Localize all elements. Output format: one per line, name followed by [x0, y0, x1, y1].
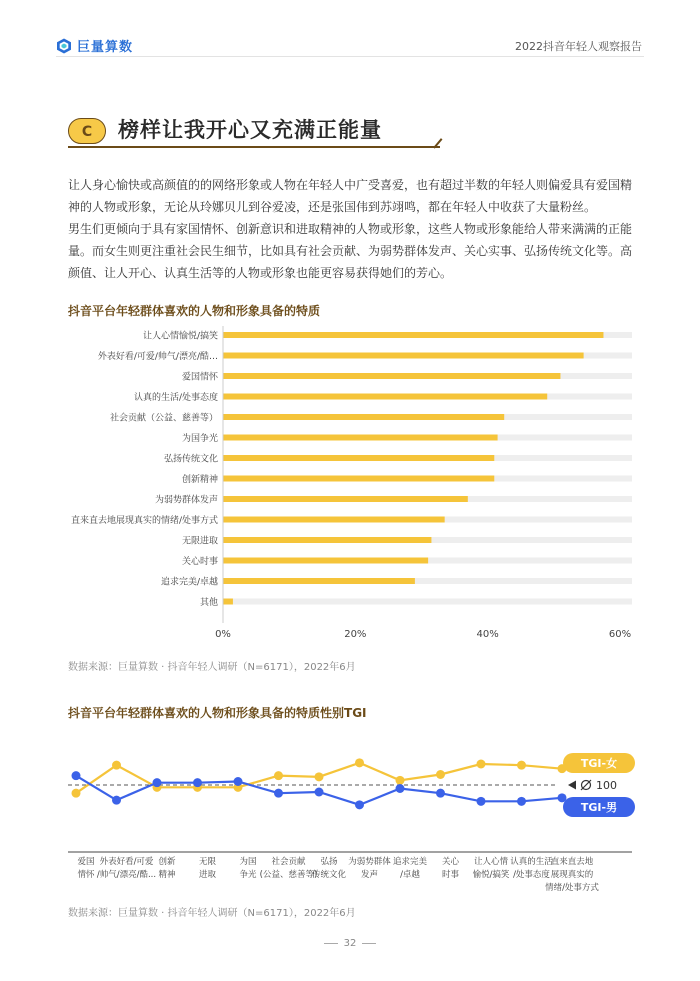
category-label: 创新精神: [158, 857, 176, 880]
category-label: 爱国情怀: [77, 857, 95, 880]
category-label: 为弱势群体发声: [348, 857, 391, 880]
section-underline: [68, 146, 440, 148]
category-label: 追求完美/卓越: [392, 857, 428, 880]
reference-label: 100: [596, 779, 617, 792]
bar: [223, 558, 428, 564]
intro-paragraph-1: 让人身心愉快或高颜值的的网络形象或人物在年轻人中广受喜爱，也有超过半数的年轻人则偏爱具有爱国精神的人物或形象，无论从玲娜贝儿到谷爱凌，还是张国伟到苏翊鸣，都在年轻人中收获了大量粉丝。: [68, 178, 633, 214]
bar-category-label: 弘扬传统文化: [163, 454, 218, 465]
bar: [223, 455, 494, 461]
series-point: [315, 772, 324, 781]
series-legend-label: TGI-女: [580, 757, 618, 770]
series-point: [517, 761, 526, 770]
bar-category-label: 关心时事: [181, 557, 218, 567]
bar-category-label: 直来直去地展现真实的情绪/处事方式: [70, 516, 218, 526]
category-label: 为国争光: [239, 857, 257, 880]
series-point: [234, 777, 243, 786]
series-point: [396, 776, 405, 785]
series-legend-label: TGI-男: [580, 801, 618, 814]
series-point: [112, 796, 121, 805]
section-badge: C: [68, 118, 106, 144]
series-point: [355, 800, 364, 809]
bar-category-label: 无限进取: [181, 536, 218, 547]
bar: [223, 332, 603, 338]
bar: [223, 537, 431, 543]
brand-logo: [56, 36, 133, 55]
bar: [223, 373, 560, 379]
series-point: [72, 789, 81, 798]
bar: [223, 476, 494, 482]
series-point: [193, 778, 202, 787]
intro-paragraph-2: 男生们更倾向于具有家国情怀、创新意识和进取精神的人物或形象，这些人物或形象能给人带来满满的正能量。而女生则更注重社会民生细节，比如具有社会贡献、为弱势群体发声、关心实事、弘扬传统文化等。高颜值、让人开心、认真生活等的人物或形象也能更容易获得她们的芳心。: [68, 222, 633, 280]
series-point: [274, 789, 283, 798]
series-point: [112, 761, 121, 770]
category-label: 认真的生活/处事态度: [510, 857, 553, 880]
bar-category-label: 为弱势群体发声: [154, 495, 218, 506]
series-point: [477, 797, 486, 806]
bar-category-label: 创新精神: [181, 475, 218, 485]
tgi-chart-source: 数据来源：巨量算数 · 抖音年轻人调研（N=6171），2022年6月: [68, 908, 356, 919]
reference-arrow-icon: [568, 781, 576, 790]
report-title: 2022抖音年轻人观察报告: [515, 40, 642, 53]
bar-chart-source: 数据来源：巨量算数 · 抖音年轻人调研（N=6171），2022年6月: [68, 662, 356, 673]
bar-category-label: 其他: [199, 598, 218, 608]
series-point: [436, 770, 445, 779]
series-point: [274, 771, 283, 780]
series-point: [355, 758, 364, 767]
series-point: [153, 778, 162, 787]
series-point: [517, 797, 526, 806]
page-footer: [0, 938, 700, 949]
series-point: [436, 789, 445, 798]
bar-category-label: 认真的生活/处事态度: [133, 393, 218, 403]
gender-tgi-line-chart: [0, 740, 700, 895]
traits-bar-chart: [0, 320, 700, 645]
page-header: [0, 0, 700, 60]
brand-name: 巨量算数: [77, 40, 134, 55]
bar-chart-title: 抖音平台年轻群体喜欢的人物和形象具备的特质: [68, 304, 321, 318]
x-tick-label: 20%: [344, 629, 367, 640]
category-label: 外表好看/可爱/帅气/漂亮/酷...: [96, 857, 157, 880]
category-label: 直来直去地展现真实的情绪/处事方式: [545, 857, 599, 893]
bar: [223, 394, 547, 400]
bar-category-label: 爱国情怀: [181, 372, 218, 383]
bar: [223, 353, 584, 359]
bar-category-label: 外表好看/可爱/帅气/漂亮/酷…: [97, 352, 218, 362]
category-label: 社会贡献(公益、慈善等): [259, 857, 318, 880]
bar: [223, 435, 498, 441]
category-label: 无限进取: [198, 857, 217, 880]
category-label: 弘扬传统文化: [311, 857, 347, 880]
category-label: 关心时事: [441, 857, 460, 880]
bar-category-label: 社会贡献（公益、慈善等）: [109, 413, 218, 424]
x-tick-label: 60%: [608, 629, 632, 640]
series-point: [315, 788, 324, 797]
bar: [223, 578, 415, 584]
footer-dash-left: [324, 943, 338, 944]
bar-category-label: 追求完美/卓越: [160, 577, 218, 588]
section-title: 榜样让我开心又充满正能量: [118, 118, 382, 142]
header-divider: [56, 56, 644, 57]
footer-dash-right: [362, 943, 376, 944]
bar: [223, 599, 233, 605]
bar-category-label: 为国争光: [181, 434, 218, 444]
section-heading: [68, 110, 448, 150]
brand-cube-icon: [56, 38, 72, 54]
series-point: [72, 771, 81, 780]
series-point: [477, 760, 486, 769]
bar-track: [223, 599, 632, 605]
category-label: 让人心情愉悦/搞笑: [472, 857, 510, 880]
page-number: 32: [343, 938, 357, 949]
tgi-chart-title: 抖音平台年轻群体喜欢的人物和形象具备的特质性别TGI: [68, 706, 367, 720]
bar: [223, 414, 504, 420]
bar: [223, 517, 445, 523]
x-tick-label: 40%: [476, 629, 499, 640]
series-point: [396, 784, 405, 793]
bar-category-label: 让人心情愉悦/搞笑: [142, 331, 218, 342]
x-tick-label: 0%: [215, 629, 231, 640]
bar: [223, 496, 468, 502]
